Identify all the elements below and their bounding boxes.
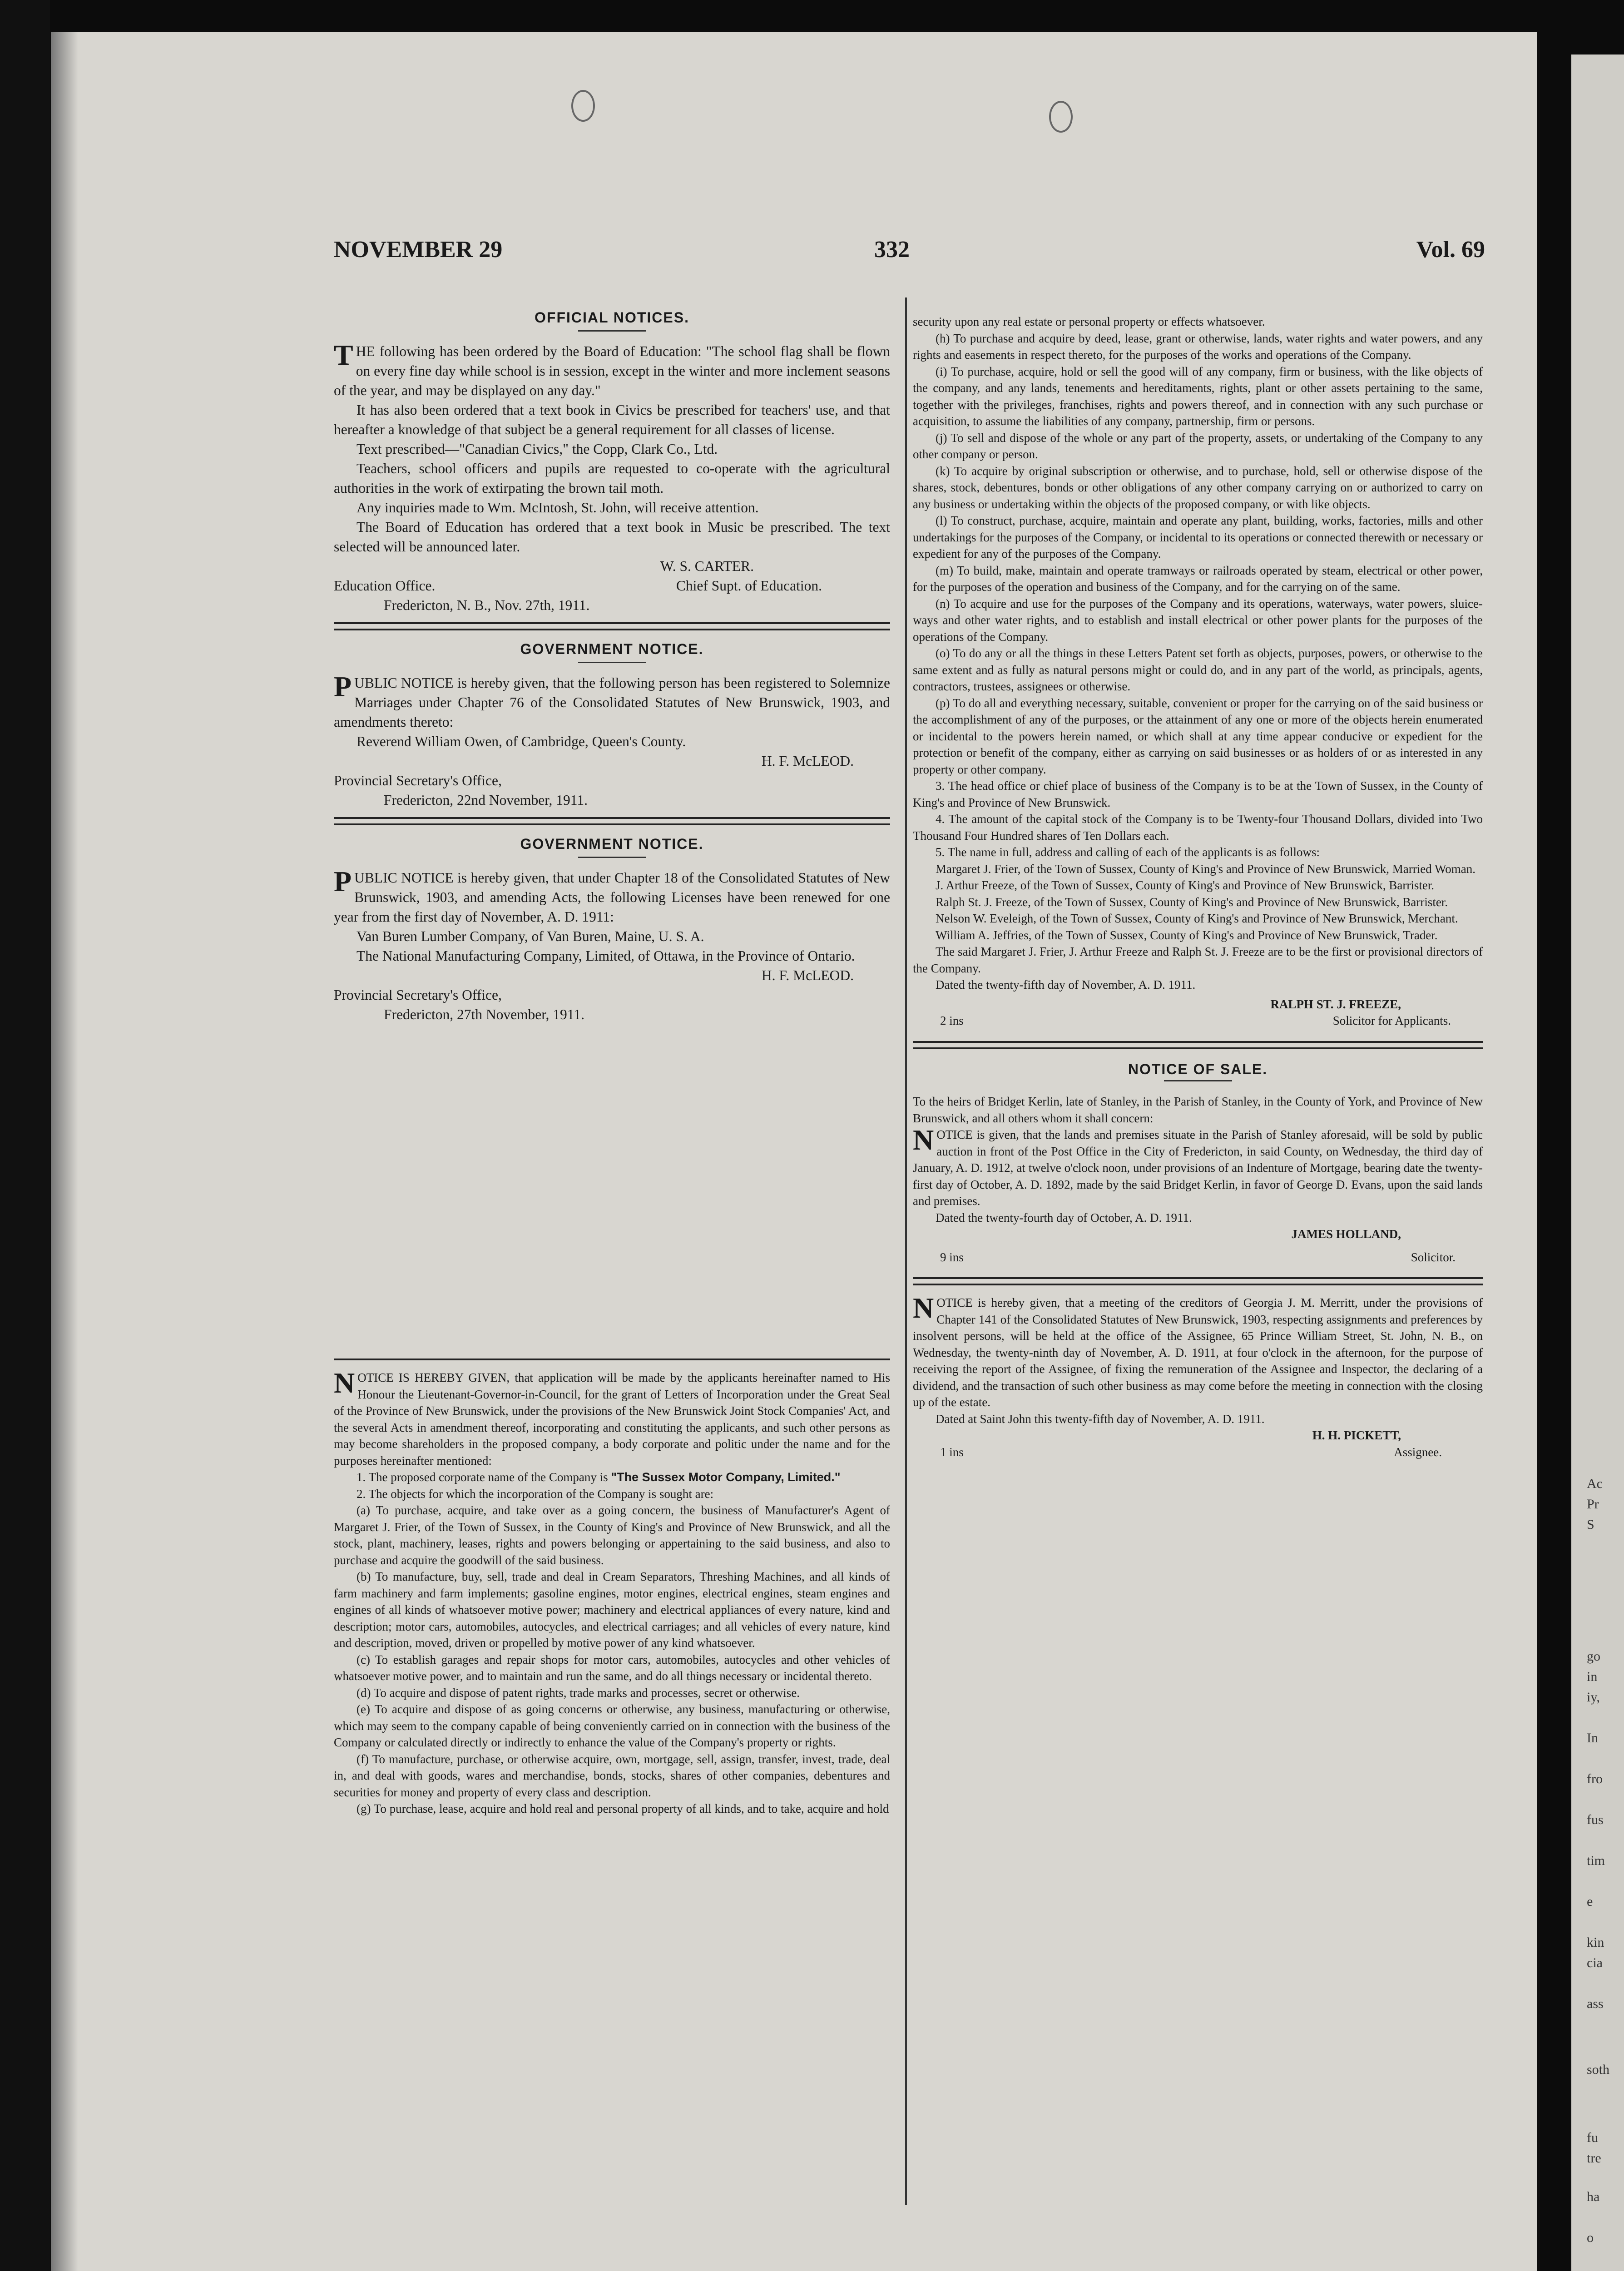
fragment-text: iy, — [1587, 1690, 1600, 1705]
object-k: (k) To acquire by original subscription or otherwise, and to purchase, hold, sell or otherwise dispose of the shares, stock, debentures, bonds or other obligations of any other company carrying on or authorized to carry on any business or undertaking within the objects of the proposed company, or with like objects. — [913, 464, 1483, 511]
company-name: "The Sussex Motor Company, Limited." — [611, 1470, 841, 1484]
official-para-4: Teachers, school officers and pupils are requested to co-operate with the agricultural authorities in the work of extirpating the brown tail moth. — [334, 461, 890, 496]
fragment-text: cia — [1587, 1955, 1603, 1970]
gov-notice-1-body: PUBLIC NOTICE is hereby given, that the following person has been registered to Solemnize Marriages under Chapter 76 of the Consolidated Statutes of New Brunswick, 1903, and amendments thereto: — [334, 670, 890, 730]
notice-of-sale-title: NOTICE OF SALE. — [1128, 1061, 1268, 1077]
fragment-text: fu — [1587, 2130, 1598, 2145]
fragment-text: Ac — [1587, 1476, 1603, 1491]
divider — [1164, 1080, 1232, 1081]
section-double-rule — [334, 622, 890, 630]
gov-notice-1-title: GOVERNMENT NOTICE. — [520, 641, 704, 657]
section-rule — [334, 1359, 890, 1360]
applicant-1: Margaret J. Frier, of the Town of Sussex, County of King's and Province of New Brunswick, Married Woman. — [936, 862, 1476, 876]
official-para-5: Any inquiries made to Wm. McIntosh, St. John, will receive attention. — [356, 500, 759, 516]
applicant-4: Nelson W. Eveleigh, of the Town of Sussex, County of King's and Province of New Brunswick, Merchant. — [936, 912, 1458, 925]
gov-notice-2-place-date: Fredericton, 27th November, 1911. — [384, 1007, 584, 1022]
incorporation-item-2: 2. The objects for which the incorporation of the Company is sought are: — [356, 1487, 714, 1501]
incorporation-dated: Dated the twenty-fifth day of November, A. D. 1911. — [936, 978, 1196, 992]
gov-notice-2-signer: H. F. McLEOD. — [761, 967, 854, 983]
fragment-text: In — [1587, 1731, 1598, 1745]
fragment-text: S — [1587, 1517, 1594, 1532]
incorporation-continued — [913, 313, 1483, 1460]
official-para-2: It has also been ordered that a text book in Civics be prescribed for teachers' use, and that hereafter a knowledge of that subject be a general requirement for all classes of license. — [334, 402, 890, 437]
fragment-text: kin — [1587, 1935, 1604, 1950]
punch-hole — [571, 90, 595, 122]
applicant-5: William A. Jeffries, of the Town of Sussex, County of King's and Province of New Brunswick, Trader. — [936, 928, 1438, 942]
fragment-text: fro — [1587, 1771, 1603, 1786]
object-o: (o) To do any or all the things in these Letters Patent set forth as objects, purposes, powers, or otherwise to the same extent and as fully as natural persons might or could do, and in any part of the world, as principals, agents, contractors, trustees, assignees or otherwise. — [913, 646, 1483, 693]
fragment-text: ass — [1587, 1996, 1604, 2011]
object-e: (e) To acquire and dispose of as going concerns or otherwise, any business, manufacturing or otherwise, which may seem to the company capable of being conveniently carried on in connection with the business of the Company or calculated directly or indirectly to enhance the value of the Company's property or rights. — [334, 1702, 890, 1749]
official-notices-title: OFFICIAL NOTICES. — [535, 309, 689, 326]
drop-cap: P — [334, 865, 352, 897]
object-c: (c) To establish garages and repair shops for motor cars, automobiles, autocycles and other vehicles of whatsoever motive power, and to maintain and run the same, and do all things necessary or incidental thereto. — [334, 1652, 890, 1683]
object-g-continued: security upon any real estate or personal property or effects whatsoever. — [913, 315, 1265, 328]
divider — [578, 330, 646, 332]
provisional-directors: The said Margaret J. Frier, J. Arthur Freeze and Ralph St. J. Freeze are to be the first or provisional directors of the Company. — [913, 945, 1483, 975]
object-j: (j) To sell and dispose of the whole or any part of the property, assets, or undertaking of the Company to any other company or person. — [913, 431, 1483, 461]
drop-cap: N — [334, 1367, 355, 1399]
gov-notice-1-office: Provincial Secretary's Office, — [334, 773, 502, 788]
fragment-text: fus — [1587, 1812, 1604, 1827]
incorporation-item-4: 4. The amount of the capital stock of the Company is to be Twenty-four Thousand Dollars, divided into Two Thousand Four Hundred shares of Ten Dollars each. — [913, 812, 1483, 843]
drop-cap: N — [913, 1124, 934, 1156]
incorporation-item-1: 1. The proposed corporate name of the Company is "The Sussex Motor Company, Limited." — [356, 1470, 841, 1484]
official-signature-line — [334, 576, 890, 595]
official-signer-title: Chief Supt. of Education. — [676, 578, 822, 594]
notice-of-sale-address: To the heirs of Bridget Kerlin, late of Stanley, in the Parish of Stanley, in the County of York, and Province of New Brunswick, and all others whom it shall concern: — [913, 1095, 1483, 1125]
fragment-text: go — [1587, 1649, 1600, 1664]
fragment-text: o — [1587, 2230, 1594, 2245]
official-place-date: Fredericton, N. B., Nov. 27th, 1911. — [384, 597, 590, 613]
drop-cap: P — [334, 670, 352, 703]
gov-notice-2-title: GOVERNMENT NOTICE. — [520, 836, 704, 852]
official-para-3: Text prescribed—"Canadian Civics," the Copp, Clark Co., Ltd. — [356, 441, 718, 457]
column-divider — [905, 298, 907, 2205]
section-double-rule — [913, 1041, 1483, 1049]
insertions-count: 9 ins — [940, 1250, 964, 1264]
gov-notice-1-place-date: Fredericton, 22nd November, 1911. — [384, 792, 588, 808]
left-column — [334, 304, 890, 1024]
official-para-1: THE following has been ordered by the Board of Education: "The school flag shall be flown on every fine day while school is in session, except in the winter and more inclement seasons of the year, and may be displayed on any day." — [334, 339, 890, 398]
creditors-notice-body: NOTICE is hereby given, that a meeting of the creditors of Georgia J. M. Merritt, under the provisions of Chapter 141 of the Consolidated Statutes of New Brunswick, 1903, respecting assignments and preferences by insolvent persons, will be held at the office of the Assignee, 65 Prince William Street, St. John, N. B., on Wednesday, the twenty-ninth day of November, A. D. 1911, at four o'clock in the afternoon, for the purpose of receiving the report of the Assignee, of fixing the remuneration of the Assignee and Inspector, the declaring of a dividend, and the transaction of such other business as may come before the meeting in connection with the closing up of the estate. — [913, 1292, 1483, 1409]
fragment-text: tre — [1587, 2151, 1601, 2166]
creditors-notice-dated: Dated at Saint John this twenty-fifth day of November, A. D. 1911. — [936, 1412, 1265, 1426]
drop-cap: N — [913, 1292, 934, 1324]
incorporation-signer-title: Solicitor for Applicants. — [1332, 1014, 1451, 1027]
object-n: (n) To acquire and use for the purposes of the Company and its operations, waterways, water powers, sluice-ways and other water rights, and to establish and install electrical or other power plants for the purposes of the operations of the Company. — [913, 596, 1483, 644]
gov-notice-2-body: PUBLIC NOTICE is hereby given, that under Chapter 18 of the Consolidated Statutes of New Brunswick, 1903, and amending Acts, the following Licenses have been renewed for one year from the first day of November, A. D. 1911: — [334, 865, 890, 925]
incorporation-signature-line — [913, 1012, 1483, 1029]
adjacent-page-edge — [1571, 55, 1624, 2271]
official-office: Education Office. — [334, 578, 436, 594]
object-l: (l) To construct, purchase, acquire, maintain and operate any plant, building, works, factories, mills and other undertakings for the purposes of the Company, or incidental to its operations or connected therewith or necessary or expedient for any of the purposes of the Company. — [913, 514, 1483, 560]
incorporation-intro: NOTICE IS HEREBY GIVEN, that application will be made by the applicants hereinafter named to His Honour the Lieutenant-Governor-in-Council, for the grant of Letters of Incorporation under the Great Seal of the Province of New Brunswick, under the provisions of the New Brunswick Joint Stock Companies' Act, and the several Acts in amendment thereof, incorporating and constituting the applicants, and such other persons as may become shareholders in the proposed company, a body corporate and politic under the name and for the purposes hereinafter mentioned: — [334, 1367, 890, 1468]
applicant-3: Ralph St. J. Freeze, of the Town of Sussex, County of King's and Province of New Brunswick, Barrister. — [936, 895, 1448, 909]
object-d: (d) To acquire and dispose of patent rights, trade marks and processes, secret or otherwise. — [356, 1686, 800, 1700]
incorporation-item-3: 3. The head office or chief place of business of the Company is to be at the Town of Sussex, in the County of King's and Province of New Brunswick. — [913, 779, 1483, 809]
fragment-text: e — [1587, 1894, 1593, 1909]
gov-notice-2-item-1: Van Buren Lumber Company, of Van Buren, Maine, U. S. A. — [356, 928, 704, 944]
gov-notice-2-item-2: The National Manufacturing Company, Limited, of Ottawa, in the Province of Ontario. — [356, 948, 855, 964]
notice-of-sale-signer-title: Solicitor. — [1411, 1250, 1456, 1264]
official-signer: W. S. CARTER. — [660, 558, 754, 574]
incorporation-notice — [334, 1351, 890, 1817]
fragment-text: soth — [1587, 2062, 1610, 2077]
object-m: (m) To build, make, maintain and operate tramways or railroads operated by steam, electrical or other power, for the purposes of the operation and business of the Company, and for the carrying on of the same. — [913, 563, 1483, 594]
divider — [578, 857, 646, 858]
object-a: (a) To purchase, acquire, and take over as a going concern, the business of Manufacturer's Agent of Margaret J. Frier, of the Town of Sussex, in the County of King's and Province of New Brunswick, and all the stock, plant, machinery, leases, rights and powers belonging or appertaining to the said business, and also to purchase and acquire the goodwill of the said business. — [334, 1503, 890, 1567]
notice-of-sale-dated: Dated the twenty-fourth day of October, A. D. 1911. — [936, 1210, 1192, 1225]
insertions-count: 1 ins — [940, 1445, 964, 1459]
creditors-signature-line — [913, 1444, 1483, 1461]
drop-cap: T — [334, 339, 353, 371]
gov-notice-1-signer: H. F. McLEOD. — [761, 753, 854, 769]
creditors-notice-signer: H. H. PICKETT, — [1312, 1428, 1401, 1442]
gov-notice-2-office: Provincial Secretary's Office, — [334, 987, 502, 1003]
object-g: (g) To purchase, lease, acquire and hold real and personal property of all kinds, and to take, acquire and hold — [356, 1802, 889, 1815]
notice-of-sale-body: NOTICE is given, that the lands and premises situate in the Parish of Stanley aforesaid, will be sold by public auction in front of the Post Office in the City of Fredericton, in said County, on Wednesday, the third day of January, A. D. 1912, at twelve o'clock noon, under provisions of an Indenture of Mortgage, bearing date the twenty-first day of October, A. D. 1892, made by the said Bridget Kerlin, in favor of George D. Evans, upon the said lands and premises. — [913, 1124, 1483, 1208]
object-p: (p) To do all and everything necessary, suitable, convenient or proper for the carrying on of the said business or the accomplishment of any of the purposes, or the attainment of any one or more of the objects herein enumerated or incidental to the powers herein named, or which shall at any time appear conducive or expedient for the protection or benefit of the company, either as carrying on said businesses or as holders of or as interested in any property or other company. — [913, 696, 1483, 776]
header-page-number: 332 — [874, 237, 910, 263]
fragment-text: Pr — [1587, 1497, 1599, 1512]
object-f: (f) To manufacture, purchase, or otherwise acquire, own, mortgage, sell, assign, transfer, invest, trade, deal in, and deal with goods, wares and merchandise, bonds, stocks, shares of other companies, debentures and securities for money and property of every class and description. — [334, 1752, 890, 1799]
punch-hole — [1049, 101, 1073, 133]
fragment-text: in — [1587, 1669, 1598, 1684]
page-header — [334, 236, 1485, 277]
divider — [578, 662, 646, 663]
section-double-rule — [913, 1277, 1483, 1285]
binding-shadow — [51, 32, 78, 2271]
incorporation-item-5: 5. The name in full, address and calling of each of the applicants is as follows: — [936, 845, 1320, 859]
gov-notice-1-person: Reverend William Owen, of Cambridge, Queen's County. — [356, 734, 686, 749]
header-volume: Vol. 69 — [1416, 237, 1485, 263]
object-b: (b) To manufacture, buy, sell, trade and deal in Cream Separators, Threshing Machines, and all kinds of farm machinery and farm implements; gasoline engines, motor engines, electrical engines, steam engines and engines of all kinds of whatsoever motive power; machinery and electrical appliances of every nature, kind and description; motor cars, automobiles, autocycles, and electrical carriages; and all vehicles of every nature, kind and description, moved, driven or propelled by motive power of any kind whatsoever. — [334, 1570, 890, 1650]
header-date: NOVEMBER 29 — [334, 237, 503, 263]
object-h: (h) To purchase and acquire by deed, lease, grant or otherwise, lands, water rights and water powers, and any rights and easements in respect thereto, for the purposes of the works and operations of the Company. — [913, 331, 1483, 362]
fragment-text: tim — [1587, 1853, 1605, 1868]
incorporation-signer: RALPH ST. J. FREEZE, — [1270, 997, 1401, 1011]
applicant-2: J. Arthur Freeze, of the Town of Sussex, County of King's and Province of New Brunswick, Barrister. — [936, 878, 1435, 892]
notice-of-sale-signature-line — [913, 1249, 1483, 1266]
notice-of-sale-signer: JAMES HOLLAND, — [1291, 1227, 1401, 1241]
official-para-6: The Board of Education has ordered that a text book in Music be prescribed. The text selected will be announced later. — [334, 519, 890, 555]
insertions-count: 2 ins — [940, 1014, 964, 1027]
left-dark-margin — [0, 0, 50, 2271]
section-double-rule — [334, 817, 890, 825]
object-i: (i) To purchase, acquire, hold or sell the good will of any company, firm or business, with the like objects of the company, and any lands, tenements and hereditaments, rights, plant or other assets pertaining to the same, together with the privileges, franchises, rights and powers thereof, and in connection with any such purchase or acquisition, to assume the liabilities of any company, partnership, firm or persons. — [913, 364, 1483, 428]
creditors-notice-signer-title: Assignee. — [1394, 1445, 1442, 1459]
fragment-text: ha — [1587, 2189, 1600, 2204]
